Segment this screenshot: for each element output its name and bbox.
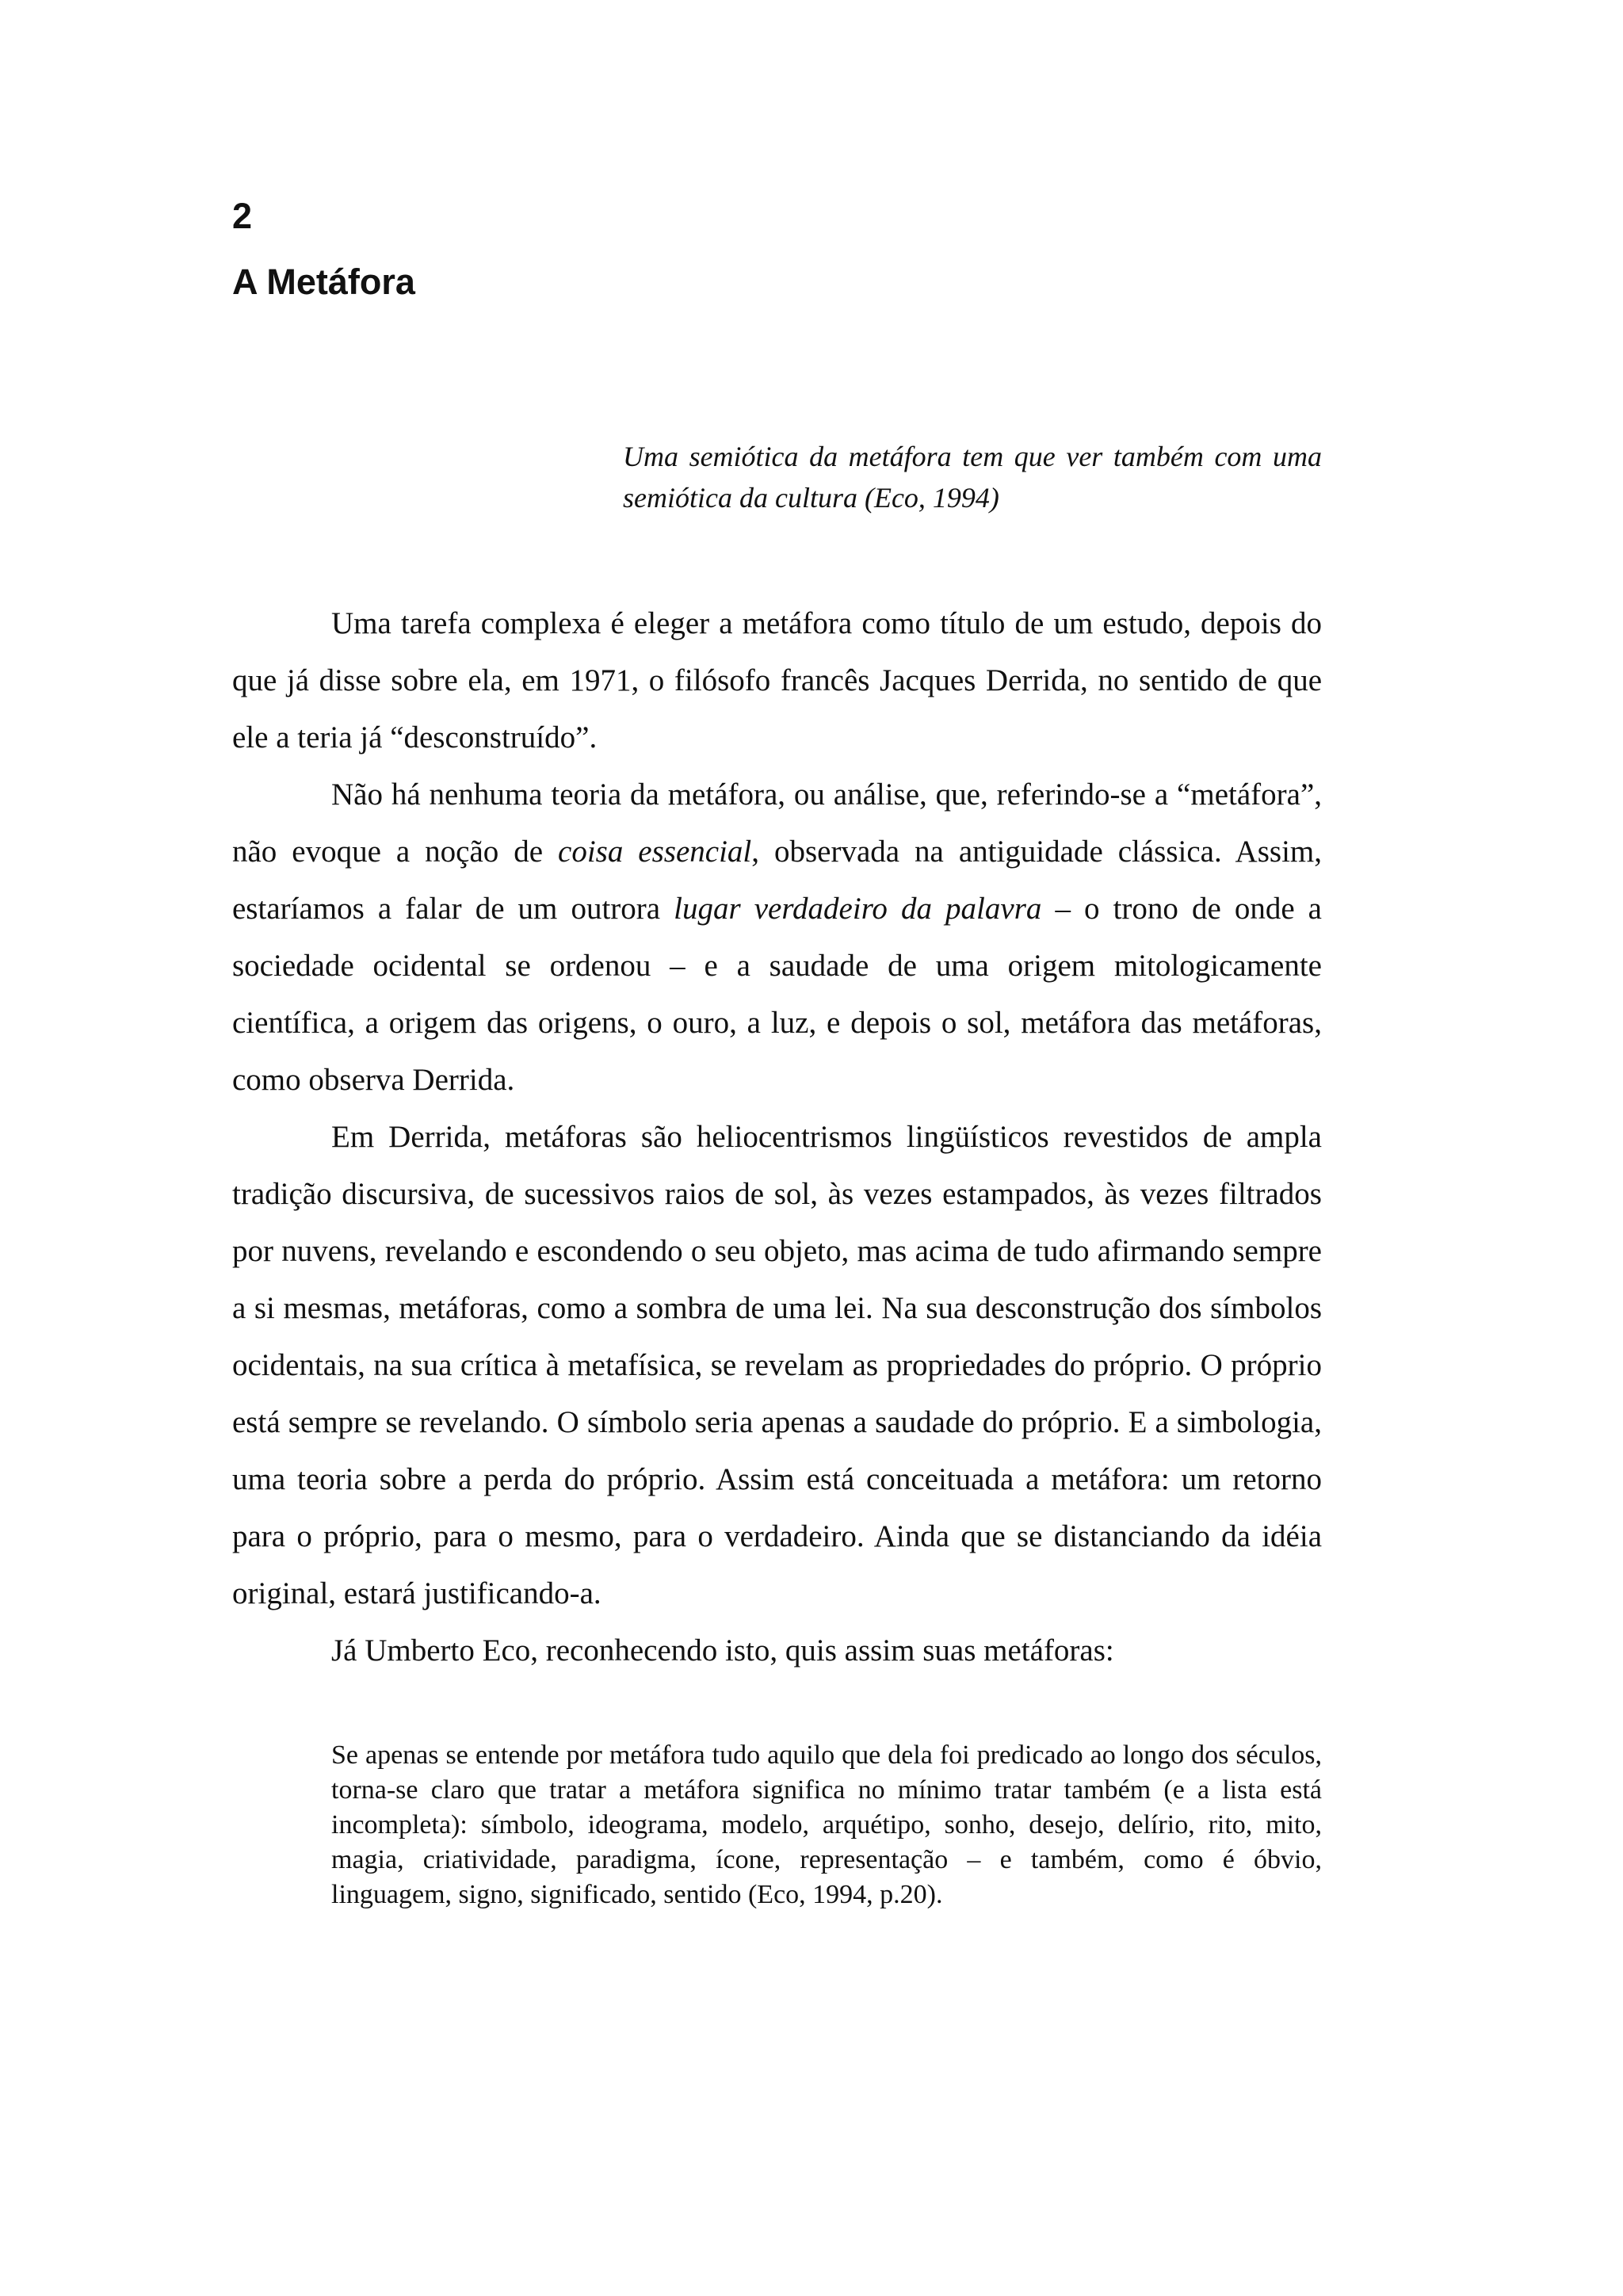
- paragraph-2-part-a: Não há nenhuma teoria da metáfora, ou análise, que, referindo-se a “metáfora”, não evoque a noção de: [232, 777, 1322, 869]
- paragraph-2: [232, 766, 1322, 1109]
- paragraph-4: Já Umberto Eco, reconhecendo isto, quis assim suas metáforas:: [331, 1633, 1114, 1668]
- block-quote-text: Se apenas se entende por metáfora tudo aquilo que dela foi predicado ao longo dos séculos, torna-se claro que tratar a metáfora significa no mínimo tratar também (e a lista está incompleta): símbolo, ideograma, modelo, arquétipo, sonho, desejo, delírio, rito, mito, magia, criatividade, paradigma, ícone, representação – e também, como é óbvio, linguagem, signo, significado, sentido (Eco, 1994, p.20).: [331, 1740, 1322, 1909]
- body-text: [232, 595, 1322, 1679]
- paragraph-3: Em Derrida, metáforas são heliocentrismos lingüísticos revestidos de ampla tradição discursiva, de sucessivos raios de sol, às vezes estampados, às vezes filtrados por nuvens, revelando e escondendo o seu objeto, mas acima de tudo afirmando sempre a si mesmas, metáforas, como a sombra de uma lei. Na sua desconstrução dos símbolos ocidentais, na sua crítica à metafísica, se revelam as propriedades do próprio. O próprio está sempre se revelando. O símbolo seria apenas a saudade do próprio. E a simbologia, uma teoria sobre a perda do próprio. Assim está conceituada a metáfora: um retorno para o próprio, para o mesmo, para o verdadeiro. Ainda que se distanciando da idéia original, estará justificando-a.: [232, 1120, 1322, 1610]
- chapter-title: A Metáfora: [232, 262, 415, 302]
- paragraph-2-emphasis-essential-thing: coisa essencial: [558, 835, 752, 869]
- paragraph-1: Uma tarefa complexa é eleger a metáfora como título de um estudo, depois do que já disse sobre ela, em 1971, o filósofo francês Jacques Derrida, no sentido de que ele a teria já “desconstruído”.: [232, 606, 1322, 755]
- paragraph-2-emphasis-true-place: lugar verdadeiro da palavra: [674, 892, 1042, 926]
- epigraph-text: Uma semiótica da metáfora tem que ver também com uma semiótica da cultura (Eco, 1994): [623, 441, 1322, 514]
- block-quote: [331, 1738, 1322, 1912]
- epigraph: [623, 436, 1322, 518]
- paragraph-2-part-b: , observada na antiguidade clássica. Assim, estaríamos a falar de um outrora: [232, 835, 1322, 926]
- paragraph-2-part-c: – o trono de onde a sociedade ocidental se ordenou – e a saudade de uma origem mitologicamente científica, a origem das origens, o ouro, a luz, e depois o sol, metáfora das metáforas, como observa Derrida.: [232, 892, 1322, 1097]
- chapter-number: 2: [232, 196, 253, 236]
